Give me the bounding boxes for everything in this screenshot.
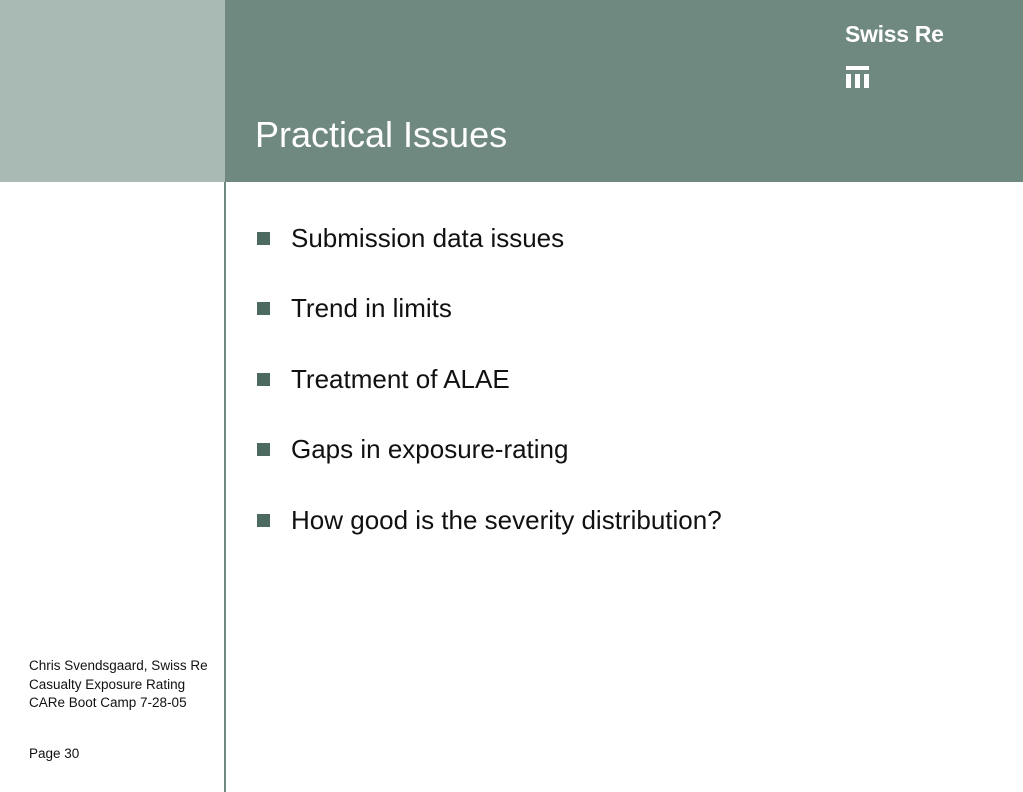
vertical-divider [224, 182, 226, 792]
slide-title: Practical Issues [255, 114, 508, 155]
bullet-text: Treatment of ALAE [291, 363, 510, 394]
square-bullet-icon [257, 514, 270, 527]
bullet-text: How good is the severity distribution? [291, 504, 722, 535]
bullet-text: Gaps in exposure-rating [291, 434, 569, 464]
header-left-panel [0, 0, 225, 182]
bullet-item [257, 287, 722, 331]
bullet-list [257, 216, 722, 569]
square-bullet-icon [257, 443, 270, 456]
swiss-re-logo-text: Swiss Re [845, 21, 944, 47]
bullet-text: Submission data issues [291, 222, 565, 253]
square-bullet-icon [257, 232, 270, 245]
swiss-re-logo-icon [846, 66, 869, 88]
footer-event: CARe Boot Camp 7-28-05 [29, 695, 187, 710]
bullet-item [257, 357, 722, 401]
bullet-text: Trend in limits [291, 293, 452, 323]
square-bullet-icon [257, 302, 270, 315]
footer-author: Chris Svendsgaard, Swiss Re [29, 658, 208, 673]
footer-topic: Casualty Exposure Rating [29, 676, 186, 692]
bullet-item [257, 216, 722, 260]
square-bullet-icon [257, 373, 270, 386]
page-number: Page 30 [29, 746, 80, 761]
bullet-item [257, 498, 722, 542]
footer-meta [29, 657, 208, 713]
bullet-item [257, 428, 722, 472]
